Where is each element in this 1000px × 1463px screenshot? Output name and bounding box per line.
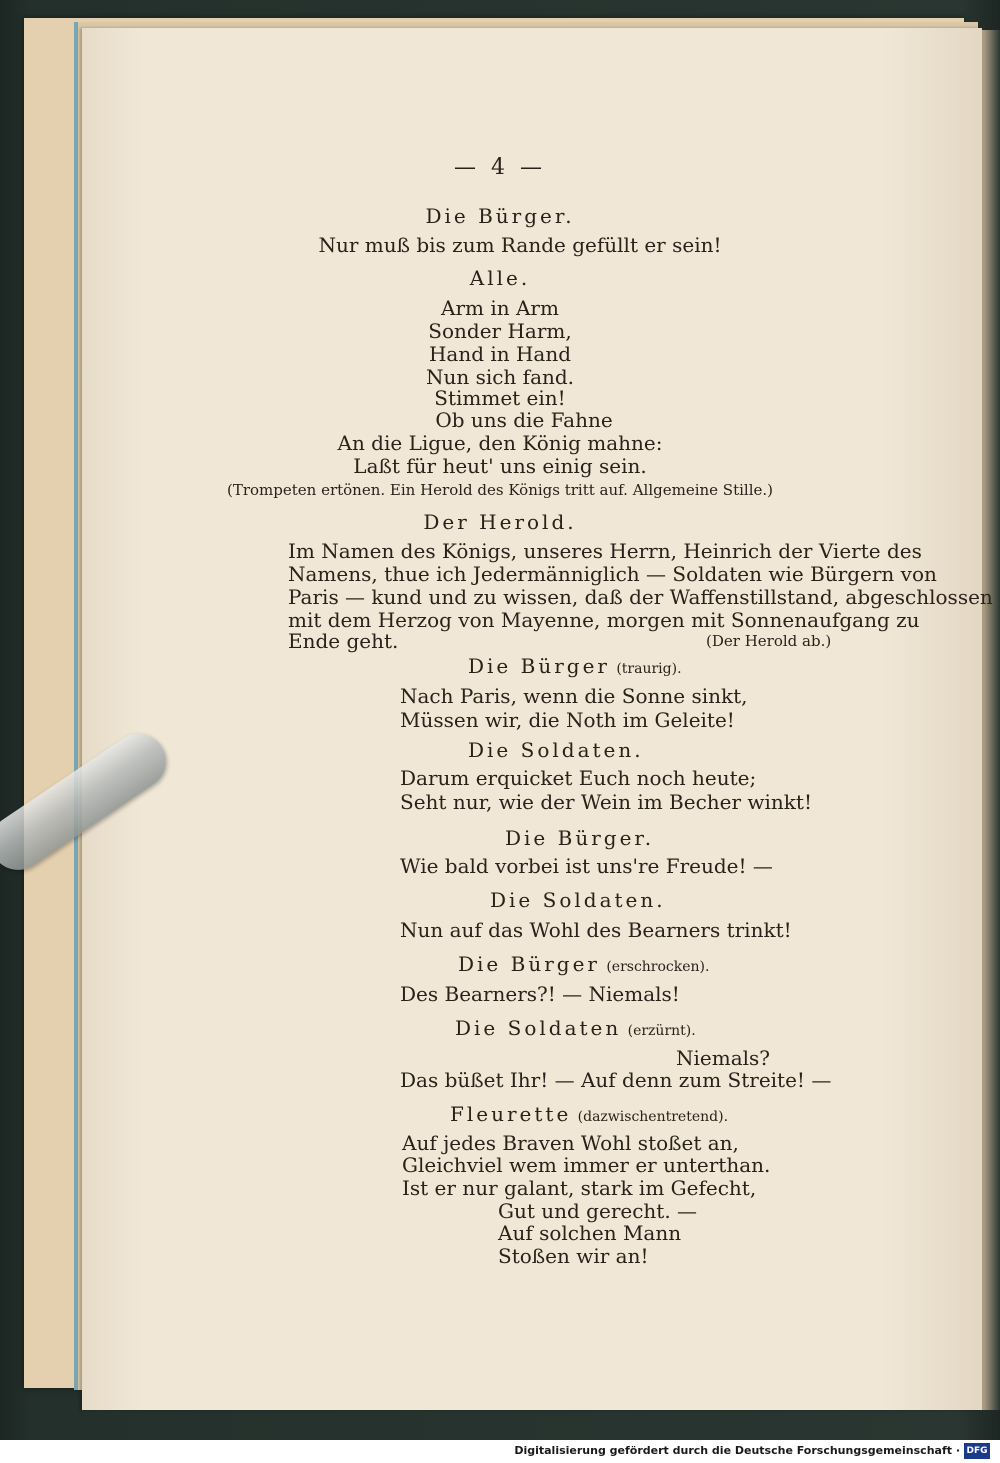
speaker-note: (traurig). xyxy=(616,661,682,677)
speaker-label: Fleurette xyxy=(450,1102,572,1126)
verse-line: Wie bald vorbei ist uns're Freude! — xyxy=(400,854,773,878)
speaker-note: (dazwischentretend). xyxy=(577,1109,729,1125)
verse-line: Niemals? xyxy=(676,1046,771,1070)
speaker-label: Der Herold. xyxy=(423,510,577,534)
speaker-note: (erzürnt). xyxy=(627,1023,696,1039)
verse-line: Nach Paris, wenn die Sonne sinkt, xyxy=(400,684,748,708)
speaker-label: Die Soldaten. xyxy=(468,738,644,762)
verse-line: Ob uns die Fahne xyxy=(435,408,613,432)
verse-line: Nur muß bis zum Rande gefüllt er sein! xyxy=(318,233,722,257)
verse-line: Auf jedes Braven Wohl stoßet an, xyxy=(402,1131,739,1155)
speaker-label: Die Bürger xyxy=(458,952,600,976)
footer-credit: Digitalisierung gefördert durch die Deutsche Forschungsgemeinschaft · xyxy=(514,1444,960,1457)
verse-line: Seht nur, wie der Wein im Becher winkt! xyxy=(400,790,812,814)
prose-line: Im Namen des Königs, unseres Herrn, Heinrich der Vierte des xyxy=(288,539,922,563)
dfg-logo: DFG xyxy=(964,1443,990,1459)
speaker-with-note xyxy=(450,1102,728,1129)
verse-line: Des Bearners?! — Niemals! xyxy=(400,982,680,1006)
prose-line: Ende geht. xyxy=(288,629,399,653)
verse-line: Stoßen wir an! xyxy=(498,1244,649,1268)
stage-direction: (Trompeten ertönen. Ein Herold des Königs tritt auf. Allgemeine Stille.) xyxy=(226,481,774,499)
verse-line: Auf solchen Mann xyxy=(498,1221,682,1245)
speaker-note: (erschrocken). xyxy=(606,959,710,975)
verse-line: Laßt für heut' uns einig sein. xyxy=(353,454,647,478)
verse-line: Nun auf das Wohl des Bearners trinkt! xyxy=(400,918,792,942)
speaker-label: Die Bürger. xyxy=(425,204,575,228)
verse-line: Stimmet ein! xyxy=(434,386,566,410)
verse-line: Das büßet Ihr! — Auf denn zum Streite! — xyxy=(400,1068,832,1092)
page-number: — 4 — xyxy=(454,155,546,180)
speaker-with-note xyxy=(455,1016,696,1043)
prose-line: Paris — kund und zu wissen, daß der Waffenstillstand, abgeschlossen xyxy=(288,585,993,609)
verse-line: Müssen wir, die Noth im Geleite! xyxy=(400,708,735,732)
speaker-label: Die Soldaten xyxy=(455,1016,622,1040)
verse-line: Gut und gerecht. — xyxy=(498,1199,698,1223)
prose-line: Namens, thue ich Jedermänniglich — Soldaten wie Bürgern von xyxy=(288,562,937,586)
speaker-label: Die Bürger xyxy=(468,654,610,678)
verse-line: Ist er nur galant, stark im Gefecht, xyxy=(402,1176,757,1200)
speaker-label: Die Bürger. xyxy=(505,826,655,850)
verse-line: Arm in Arm xyxy=(441,296,559,320)
prose-line: mit dem Herzog von Mayenne, morgen mit Sonnenaufgang zu xyxy=(288,608,920,632)
verse-line: Hand in Hand xyxy=(428,342,572,366)
verse-line: Sonder Harm, xyxy=(428,319,572,343)
speaker-label: Die Soldaten. xyxy=(490,888,666,912)
verse-line: Gleichviel wem immer er unterthan. xyxy=(402,1153,771,1177)
footer-bar xyxy=(0,1440,1000,1463)
speaker-label: Alle. xyxy=(469,266,531,290)
verse-line: Nun sich fand. xyxy=(425,365,575,389)
speaker-with-note xyxy=(468,654,682,681)
speaker-with-note xyxy=(458,952,709,979)
verse-line: Darum erquicket Euch noch heute; xyxy=(400,766,757,790)
stage-direction: (Der Herold ab.) xyxy=(706,632,832,650)
verse-line: An die Ligue, den König mahne: xyxy=(337,431,663,455)
